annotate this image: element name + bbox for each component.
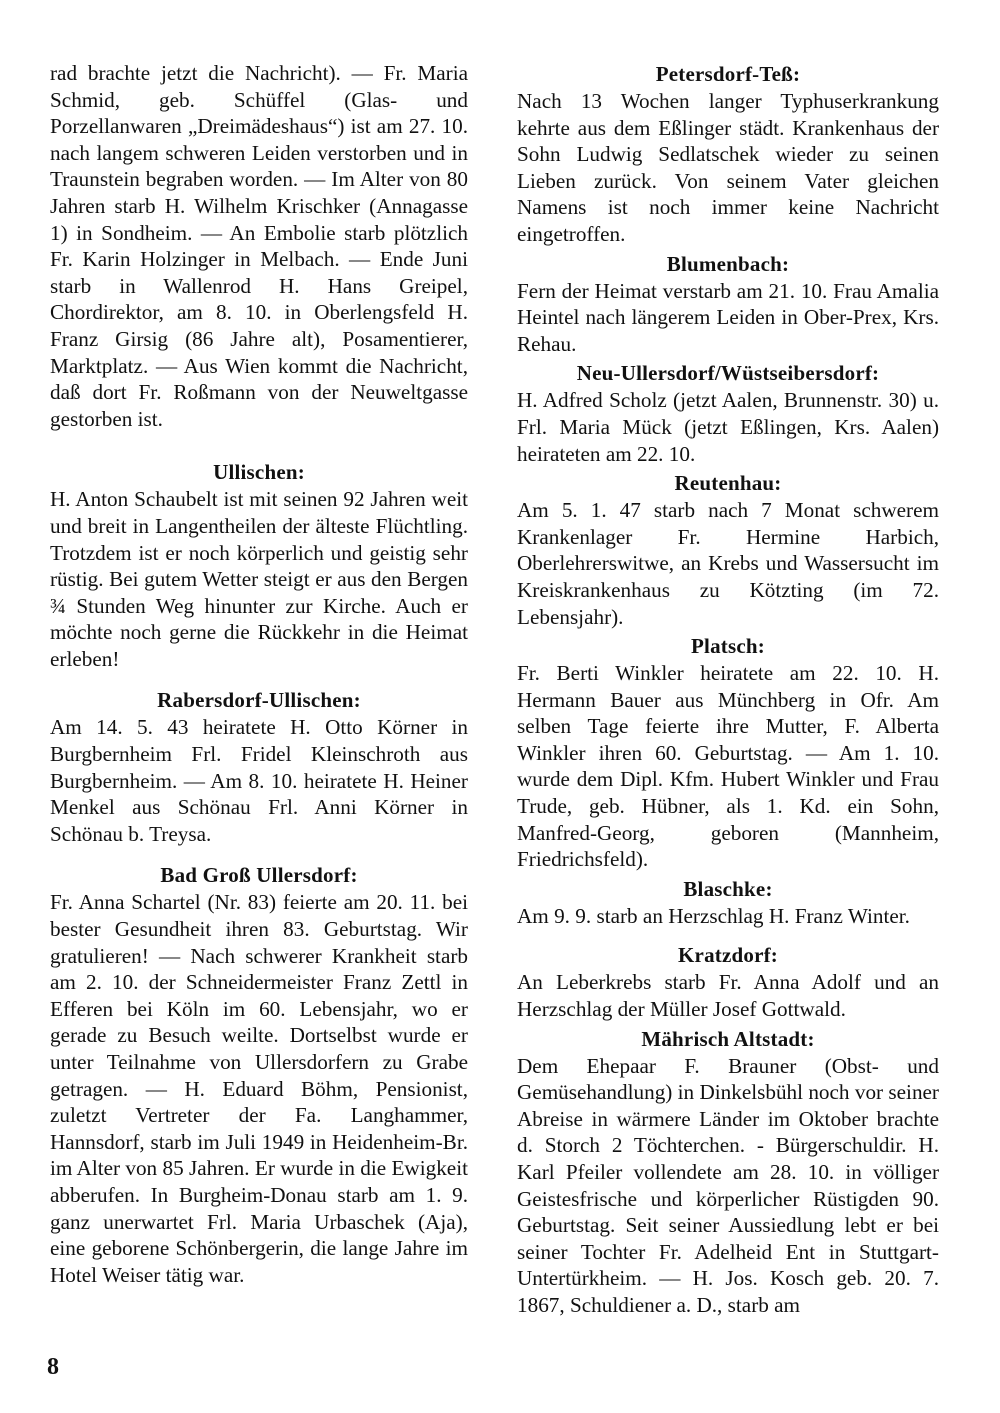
heading-bad-gross-ullersdorf: Bad Groß Ullersdorf: bbox=[160, 863, 358, 888]
heading-neu-ullersdorf: Neu-Ullersdorf/Wüstseibersdorf: bbox=[576, 361, 880, 386]
heading-kratzdorf: Kratzdorf: bbox=[678, 943, 778, 968]
right-column bbox=[517, 60, 939, 1319]
text-blaschke: Am 9. 9. starb an Herzschlag H. Franz Winter. bbox=[517, 903, 910, 928]
page-number: 8 bbox=[47, 1354, 59, 1380]
heading-blaschke: Blaschke: bbox=[683, 876, 773, 901]
heading-ullischen: Ullischen: bbox=[213, 460, 305, 485]
text-maehrisch-altstadt: Dem Ehepaar F. Brauner (Obst- und Gemüsehandlung) in Dinkelsbühl noch vor seiner Abreise in wärmere Länder im Oktober brachte d. Storch 2 Töchterchen. - Bürgerschuldir. H. Karl Pfeiler vollendete am 28. 10. in völliger Geistesfrische und körperlicher Rüstigden 90. Geburtstag. Seit seiner Aussiedlung lebt er bei seiner Tochter Fr. Adelheid Ent in Stuttgart-Untertürkheim. — H. Jos. Kosch geb. 20. 7. 1867, Schuldiener a. D., starb am bbox=[517, 1053, 939, 1317]
text-platsch: Fr. Berti Winkler heiratete am 22. 10. H. Hermann Bauer aus Münchberg in Ofr. Am selben Tage feierte ihre Mutter, F. Alberta Winkler ihren 60. Geburtstag. — Am 1. 10. wurde dem Dipl. Kfm. Hubert Winkler und Frau Trude, geb. Hübner, als 1. Kd. ein Sohn, Manfred-Georg, geboren (Mannheim, Friedrichsfeld). bbox=[517, 661, 939, 872]
text-neu-ullersdorf: H. Adfred Scholz (jetzt Aalen, Brunnenstr. 30) u. Frl. Maria Mück (jetzt Eßlingen, Krs. Aalen) heirateten am 22. 10. bbox=[517, 388, 939, 466]
text-ullischen: H. Anton Schaubelt ist mit seinen 92 Jahren weit und breit in Langentheilen der älteste Flüchtling. Trotzdem ist er noch körperlich und geistig sehr rüstig. Bei gutem Wetter steigt er aus den Bergen ¾ Stunden Weg hinunter zur Kirche. Auch er möchte noch gerne die Rückkehr in die Heimat erleben! bbox=[50, 487, 468, 671]
heading-platsch: Platsch: bbox=[691, 634, 765, 659]
intro-paragraph: rad brachte jetzt die Nachricht). — Fr. Maria Schmid, geb. Schüffel (Glas- und Porzellanwaren „Dreimädeshaus“) ist am 27. 10. nach langem schweren Leiden verstorben und in Traunstein begraben worden. — Im Alter von 80 Jahren starb H. Wilhelm Krischker (Annagasse 1) in Sondheim. — An Embolie starb plötzlich Fr. Karin Holzinger in Melbach. — Ende Juni starb in Wallenrod H. Hans Greipel, Chordirektor, am 8. 10. in Oberlengsfeld H. Franz Girsig (86 Jahre alt), Posamentierer, Marktplatz. — Aus Wien kommt die Nachricht, daß dort Fr. Roßmann von der Neuweltgasse gestorben ist. bbox=[50, 61, 468, 431]
heading-blumenbach: Blumenbach: bbox=[666, 251, 790, 276]
text-bad-gross-ullersdorf: Fr. Anna Schartel (Nr. 83) feierte am 20. 11. bei bester Gesundheit ihren 83. Geburtstag. Wir gratulieren! — Nach schwerer Krankheit starb am 2. 10. der Schneidermeister Franz Zettl in Efferen bei Köln im 60. Lebensjahr, wo er gerade zu Besuch weilte. Dortselbst wurde er unter Teilnahme von Ullersdorfern zu Grabe getragen. — H. Eduard Böhm, Pensionist, zuletzt Vertreter der Fa. Langhammer, Hannsdorf, starb im Juli 1949 in Heidenheim-Br. im Alter von 85 Jahren. Er wurde in die Ewigkeit abberufen. In Burgheim-Donau starb am 1. 9. ganz unerwartet Frl. Maria Urbaschek (Aja), eine geborene Schönbergerin, die lange Jahre im Hotel Weiser tätig war. bbox=[50, 890, 468, 1287]
heading-reutenhau: Reutenhau: bbox=[674, 471, 782, 496]
text-reutenhau: Am 5. 1. 47 starb nach 7 Monat schwerem Krankenlager Fr. Hermine Harbich, Oberlehrerswitwe, an Krebs und Wassersucht im Kreiskrankenhaus zu Kötzting (im 72. Lebensjahr). bbox=[517, 498, 939, 629]
text-rabersdorf-ullischen: Am 14. 5. 43 heiratete H. Otto Körner in Burgbernheim Frl. Fridel Kleinschroth aus Burgbernheim. — Am 8. 10. heiratete H. Heiner Menkel aus Schönau Frl. Anni Körner in Schönau b. Treysa. bbox=[50, 715, 468, 846]
heading-rabersdorf-ullischen: Rabersdorf-Ullischen: bbox=[157, 688, 361, 713]
left-column bbox=[50, 60, 468, 1288]
text-kratzdorf: An Leberkrebs starb Fr. Anna Adolf und an Herzschlag der Müller Josef Gottwald. bbox=[517, 970, 939, 1022]
heading-maehrisch-altstadt: Mährisch Altstadt: bbox=[641, 1026, 815, 1051]
text-blumenbach: Fern der Heimat verstarb am 21. 10. Frau Amalia Heintel nach längerem Leiden in Ober-Prex, Krs. Rehau. bbox=[517, 278, 939, 356]
heading-petersdorf-tess: Petersdorf-Teß: bbox=[655, 62, 801, 86]
text-petersdorf-tess: Nach 13 Wochen langer Typhuserkrankung kehrte aus dem Eßlinger städt. Krankenhaus der Sohn Ludwig Sedlatschek wieder zu seinen Lieben zurück. Von seinem Vater gleichen Namens ist noch immer keine Nachricht eingetroffen. bbox=[517, 89, 939, 246]
